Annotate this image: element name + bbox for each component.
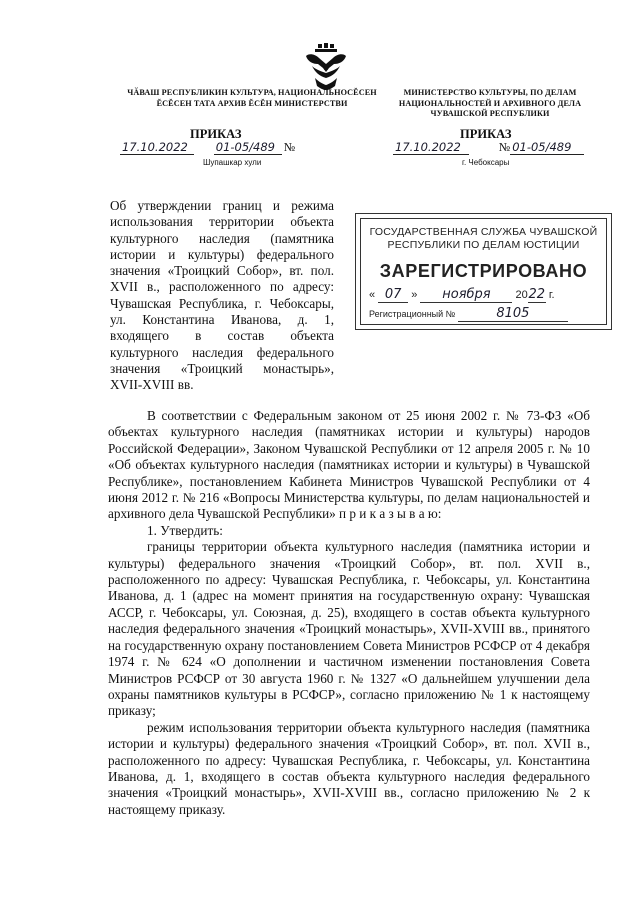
order-number: 01-05/489 (510, 140, 584, 155)
stamp-year-suffix: 22 (528, 287, 546, 302)
order-body (108, 408, 590, 818)
order-date: 17.10.2022 (120, 140, 194, 155)
stamp-registration-number (369, 306, 598, 322)
stamp-reg-label: Регистрационный № (369, 309, 456, 319)
place-chuvash: Шупашкар хули (203, 158, 262, 167)
order-title-russian: ПРИКАЗ (460, 127, 512, 141)
ministry-name-russian: МИНИСТЕРСТВО КУЛЬТУРЫ, ПО ДЕЛАМ НАЦИОНАЛЬНОСТЕЙ И АРХИВНОГО ДЕЛА ЧУВАШСКОЙ РЕСПУБЛИКИ (398, 88, 582, 118)
stamp-registered-label: ЗАРЕГИСТРИРОВАНО (379, 261, 588, 281)
order-date: 17.10.2022 (393, 140, 469, 155)
stamp-month: ноября (420, 287, 512, 303)
order-subject: Об утверждении границ и режима использования территории объекта культурного наследия (памятника истории и культуры) федерального значения «Троицкий Собор», вт. пол. XVII в., расположенного по адресу: Чувашская Республика, г. Чебоксары, ул. Константина Иванова, д. 1, входящего в состав объекта культурного наследия федерального значения «Троицкий монастырь», XVII-XVIII вв. (110, 198, 334, 393)
ministry-name-chuvash: ЧӐВАШ РЕСПУБЛИКИН КУЛЬТУРА, НАЦИОНАЛЬНОСĔСЕН ĔСĔСЕН ТАТА АРХИВ ĔСĔН МИНИСТЕРСТВИ (127, 88, 377, 108)
item-1-heading: 1. Утвердить: (147, 522, 223, 538)
item-1-boundaries: границы территории объекта культурного наследия (памятника истории и культуры) федерального значения «Троицкий Собор», вт. пол. XVII в., расположенного по адресу: Чувашская Республика, г. Чебоксары, ул. Константина Иванова, д. 1 (адрес на момент принятия на государственную охрану: Чувашская АССР, г. Чебоксары, ул. Союзная, д. 25), входящего в состав объекта культурного наследия федерального значения «Троицкий монастырь», XVII-XVIII вв., принятого на государственную охрану постановлением Совета Министров РСФСР от 4 декабря 1974 г. № 624 «О дополнении и частичном изменении постановления Совета Министров РСФСР от 30 августа 1960 г. № 1327 «О дальнейшем улучшении дела охраны памятников культуры в РСФСР», согласно приложению № 1 к настоящему приказу; (108, 539, 590, 719)
stamp-reg-number: 8105 (458, 306, 568, 322)
order-date-number-chuvash (120, 140, 295, 155)
stamp-year-word: г. (548, 289, 555, 301)
order-number: 01-05/489 (214, 140, 282, 155)
order-date-number-russian (393, 140, 584, 155)
stamp-agency (361, 226, 606, 251)
stamp-year-prefix: 20 (515, 289, 528, 301)
preamble: В соответствии с Федеральным законом от 25 июня 2002 г. № 73-ФЗ «Об объектах культурного наследия (памятниках истории и культуры) народов Российской Федерации», Законом Чувашской Республики от 12 апреля 2005 г. № 10 «Об объектах культурного наследия (памятниках истории и культуры) в Чувашской Республике», постановлением Кабинета Министров Чувашской Республики от 4 июня 2012 г. № 216 «Вопросы Министерства культуры, по делам национальностей и архивного дела Чувашской Республики» п р и к а з ы в а ю: (108, 408, 590, 522)
stamp-day: 07 (378, 287, 408, 303)
stamp-close-quote: » (411, 289, 418, 301)
stamp-date (369, 287, 598, 303)
stamp-agency-line1: ГОСУДАРСТВЕННАЯ СЛУЖБА ЧУВАШСКОЙ (369, 226, 598, 238)
order-title-chuvash: ПРИКАЗ (190, 127, 242, 141)
number-sign: № (498, 140, 511, 154)
place-russian: г. Чебоксары (462, 158, 510, 167)
stamp-open-quote: « (369, 289, 376, 301)
item-1-usage-regime: режим использования территории объекта культурного наследия (памятника истории и культуры) федерального значения «Троицкий Собор», вт. пол. XVII в., расположенного по адресу: Чувашская Республика, г. Чебоксары, ул. Константина Иванова, д. 1, входящего в состав объекта культурного наследия федерального значения «Троицкий монастырь», XVII-XVIII вв., согласно приложению № 2 к настоящему приказу. (108, 719, 590, 817)
coat-of-arms-emblem (301, 42, 351, 94)
stamp-agency-line2: РЕСПУБЛИКИ ПО ДЕЛАМ ЮСТИЦИИ (387, 238, 580, 251)
number-sign: № (283, 140, 296, 154)
registration-stamp (355, 213, 612, 330)
